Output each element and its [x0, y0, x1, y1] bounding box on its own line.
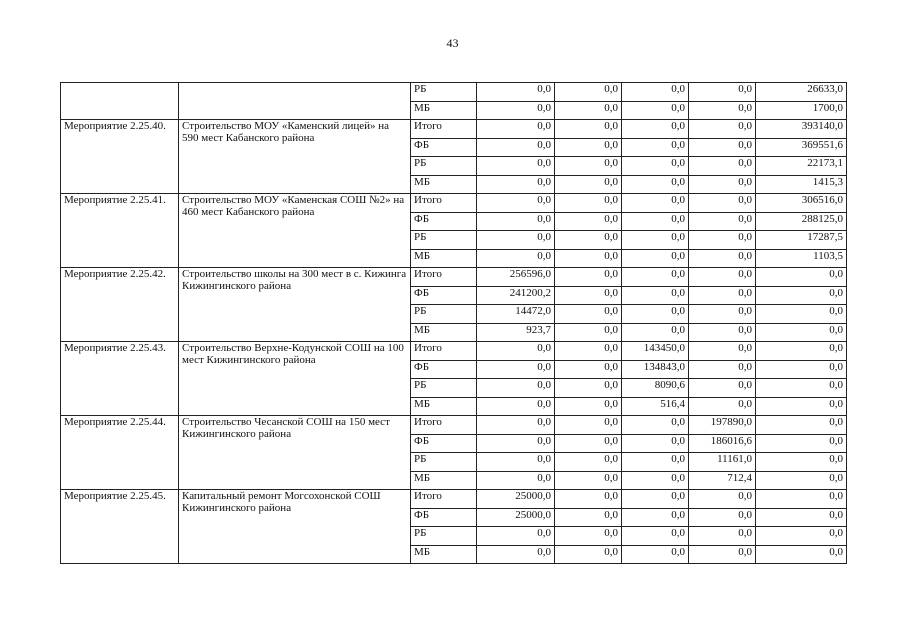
amount-cell: 14472,0	[477, 305, 555, 324]
amount-cell: 0,0	[555, 120, 622, 139]
funding-source: Итого	[411, 416, 477, 435]
table-row	[61, 342, 847, 361]
amount-cell: 0,0	[477, 471, 555, 490]
table-row	[61, 120, 847, 139]
amount-cell: 0,0	[555, 360, 622, 379]
amount-cell: 0,0	[555, 545, 622, 564]
amount-cell: 393140,0	[756, 120, 847, 139]
amount-cell: 0,0	[477, 545, 555, 564]
amount-cell: 0,0	[477, 527, 555, 546]
amount-cell: 306516,0	[756, 194, 847, 213]
funding-source: МБ	[411, 249, 477, 268]
amount-cell: 0,0	[477, 101, 555, 120]
funding-source: РБ	[411, 453, 477, 472]
amount-cell: 0,0	[756, 434, 847, 453]
funding-source: РБ	[411, 157, 477, 176]
amount-cell: 0,0	[756, 268, 847, 287]
amount-cell: 0,0	[622, 323, 689, 342]
amount-cell: 0,0	[689, 138, 756, 157]
amount-cell: 0,0	[756, 360, 847, 379]
amount-cell: 0,0	[622, 434, 689, 453]
amount-cell: 0,0	[689, 545, 756, 564]
amount-cell: 0,0	[689, 194, 756, 213]
budget-table-body	[61, 83, 847, 564]
amount-cell: 0,0	[555, 323, 622, 342]
funding-source: РБ	[411, 83, 477, 102]
amount-cell: 1103,5	[756, 249, 847, 268]
amount-cell: 1700,0	[756, 101, 847, 120]
amount-cell: 0,0	[555, 101, 622, 120]
amount-cell: 0,0	[689, 101, 756, 120]
amount-cell: 0,0	[756, 527, 847, 546]
amount-cell: 0,0	[555, 527, 622, 546]
amount-cell: 0,0	[477, 342, 555, 361]
amount-cell: 186016,6	[689, 434, 756, 453]
amount-cell: 0,0	[689, 379, 756, 398]
name-cell-continued	[179, 83, 411, 120]
amount-cell: 0,0	[689, 305, 756, 324]
amount-cell: 0,0	[555, 379, 622, 398]
amount-cell: 0,0	[477, 138, 555, 157]
amount-cell: 0,0	[622, 212, 689, 231]
funding-source: ФБ	[411, 286, 477, 305]
amount-cell: 0,0	[622, 249, 689, 268]
table-row	[61, 194, 847, 213]
amount-cell: 0,0	[689, 249, 756, 268]
event-name: Строительство Верхне-Кодунской СОШ на 100 мест Кижингинского района	[179, 342, 411, 416]
amount-cell: 0,0	[477, 379, 555, 398]
amount-cell: 0,0	[622, 471, 689, 490]
amount-cell: 241200,2	[477, 286, 555, 305]
amount-cell: 0,0	[622, 305, 689, 324]
amount-cell: 0,0	[689, 120, 756, 139]
funding-source: РБ	[411, 305, 477, 324]
funding-source: МБ	[411, 101, 477, 120]
amount-cell: 0,0	[689, 268, 756, 287]
amount-cell: 0,0	[555, 490, 622, 509]
amount-cell: 1415,3	[756, 175, 847, 194]
amount-cell: 0,0	[622, 157, 689, 176]
amount-cell: 0,0	[689, 231, 756, 250]
amount-cell: 0,0	[756, 490, 847, 509]
amount-cell: 0,0	[477, 360, 555, 379]
amount-cell: 0,0	[689, 508, 756, 527]
amount-cell: 0,0	[622, 194, 689, 213]
amount-cell: 0,0	[555, 397, 622, 416]
amount-cell: 0,0	[689, 397, 756, 416]
amount-cell: 8090,6	[622, 379, 689, 398]
event-number: Мероприятие 2.25.41.	[61, 194, 179, 268]
funding-source: Итого	[411, 194, 477, 213]
amount-cell: 0,0	[756, 342, 847, 361]
amount-cell: 0,0	[622, 138, 689, 157]
funding-source: Итого	[411, 490, 477, 509]
amount-cell: 0,0	[756, 286, 847, 305]
event-cell-continued	[61, 83, 179, 120]
amount-cell: 0,0	[622, 508, 689, 527]
funding-source: МБ	[411, 471, 477, 490]
amount-cell: 0,0	[622, 527, 689, 546]
event-name: Строительство Чесанской СОШ на 150 мест Кижингинского района	[179, 416, 411, 490]
event-name: Капитальный ремонт Могсохонской СОШ Кижингинского района	[179, 490, 411, 564]
amount-cell: 0,0	[477, 231, 555, 250]
funding-source: ФБ	[411, 508, 477, 527]
amount-cell: 0,0	[622, 268, 689, 287]
funding-source: МБ	[411, 545, 477, 564]
amount-cell: 26633,0	[756, 83, 847, 102]
amount-cell: 0,0	[477, 397, 555, 416]
amount-cell: 0,0	[756, 379, 847, 398]
event-name: Строительство школы на 300 мест в с. Кижинга Кижингинского района	[179, 268, 411, 342]
amount-cell: 0,0	[555, 157, 622, 176]
amount-cell: 0,0	[555, 434, 622, 453]
amount-cell: 0,0	[689, 212, 756, 231]
amount-cell: 0,0	[555, 305, 622, 324]
amount-cell: 0,0	[555, 231, 622, 250]
event-name: Строительство МОУ «Каменский лицей» на 590 мест Кабанского района	[179, 120, 411, 194]
amount-cell: 11161,0	[689, 453, 756, 472]
amount-cell: 0,0	[756, 305, 847, 324]
event-number: Мероприятие 2.25.45.	[61, 490, 179, 564]
amount-cell: 0,0	[622, 416, 689, 435]
event-number: Мероприятие 2.25.43.	[61, 342, 179, 416]
amount-cell: 197890,0	[689, 416, 756, 435]
amount-cell: 0,0	[555, 175, 622, 194]
event-number: Мероприятие 2.25.44.	[61, 416, 179, 490]
amount-cell: 0,0	[477, 194, 555, 213]
amount-cell: 288125,0	[756, 212, 847, 231]
amount-cell: 0,0	[689, 527, 756, 546]
event-number: Мероприятие 2.25.42.	[61, 268, 179, 342]
amount-cell: 22173,1	[756, 157, 847, 176]
funding-source: ФБ	[411, 434, 477, 453]
table-row	[61, 416, 847, 435]
funding-source: Итого	[411, 120, 477, 139]
amount-cell: 0,0	[477, 416, 555, 435]
amount-cell: 0,0	[689, 157, 756, 176]
funding-source: МБ	[411, 175, 477, 194]
amount-cell: 0,0	[555, 508, 622, 527]
amount-cell: 0,0	[477, 83, 555, 102]
amount-cell: 0,0	[555, 471, 622, 490]
amount-cell: 923,7	[477, 323, 555, 342]
amount-cell: 0,0	[689, 175, 756, 194]
funding-source: РБ	[411, 379, 477, 398]
amount-cell: 712,4	[689, 471, 756, 490]
funding-source: ФБ	[411, 360, 477, 379]
amount-cell: 0,0	[756, 416, 847, 435]
page-number: 43	[446, 36, 459, 50]
amount-cell: 134843,0	[622, 360, 689, 379]
amount-cell: 0,0	[689, 286, 756, 305]
amount-cell: 369551,6	[756, 138, 847, 157]
amount-cell: 0,0	[622, 286, 689, 305]
amount-cell: 0,0	[689, 342, 756, 361]
amount-cell: 0,0	[555, 416, 622, 435]
amount-cell: 256596,0	[477, 268, 555, 287]
amount-cell: 0,0	[622, 83, 689, 102]
amount-cell: 0,0	[622, 453, 689, 472]
amount-cell: 0,0	[756, 453, 847, 472]
amount-cell: 0,0	[555, 268, 622, 287]
funding-source: МБ	[411, 397, 477, 416]
event-number: Мероприятие 2.25.40.	[61, 120, 179, 194]
amount-cell: 0,0	[622, 120, 689, 139]
amount-cell: 0,0	[756, 323, 847, 342]
amount-cell: 516,4	[622, 397, 689, 416]
amount-cell: 0,0	[555, 342, 622, 361]
amount-cell: 0,0	[689, 83, 756, 102]
amount-cell: 0,0	[756, 508, 847, 527]
amount-cell: 0,0	[689, 490, 756, 509]
budget-table	[60, 82, 847, 564]
funding-source: РБ	[411, 231, 477, 250]
amount-cell: 0,0	[689, 323, 756, 342]
funding-source: ФБ	[411, 138, 477, 157]
amount-cell: 25000,0	[477, 490, 555, 509]
amount-cell: 0,0	[555, 83, 622, 102]
amount-cell: 0,0	[689, 360, 756, 379]
amount-cell: 0,0	[622, 175, 689, 194]
funding-source: Итого	[411, 268, 477, 287]
amount-cell: 0,0	[555, 212, 622, 231]
amount-cell: 143450,0	[622, 342, 689, 361]
amount-cell: 0,0	[756, 545, 847, 564]
amount-cell: 0,0	[555, 138, 622, 157]
amount-cell: 0,0	[756, 471, 847, 490]
funding-source: ФБ	[411, 212, 477, 231]
amount-cell: 0,0	[477, 453, 555, 472]
amount-cell: 0,0	[622, 490, 689, 509]
amount-cell: 0,0	[477, 175, 555, 194]
amount-cell: 0,0	[477, 157, 555, 176]
amount-cell: 0,0	[555, 249, 622, 268]
amount-cell: 0,0	[477, 249, 555, 268]
table-row	[61, 490, 847, 509]
amount-cell: 0,0	[555, 453, 622, 472]
amount-cell: 0,0	[622, 101, 689, 120]
table-row	[61, 83, 847, 102]
funding-source: РБ	[411, 527, 477, 546]
amount-cell: 0,0	[622, 545, 689, 564]
amount-cell: 0,0	[555, 286, 622, 305]
amount-cell: 25000,0	[477, 508, 555, 527]
amount-cell: 0,0	[477, 434, 555, 453]
amount-cell: 0,0	[477, 120, 555, 139]
event-name: Строительство МОУ «Каменская СОШ №2» на 460 мест Кабанского района	[179, 194, 411, 268]
amount-cell: 0,0	[477, 212, 555, 231]
amount-cell: 0,0	[756, 397, 847, 416]
table-row	[61, 268, 847, 287]
amount-cell: 0,0	[555, 194, 622, 213]
amount-cell: 0,0	[622, 231, 689, 250]
funding-source: МБ	[411, 323, 477, 342]
funding-source: Итого	[411, 342, 477, 361]
amount-cell: 17287,5	[756, 231, 847, 250]
